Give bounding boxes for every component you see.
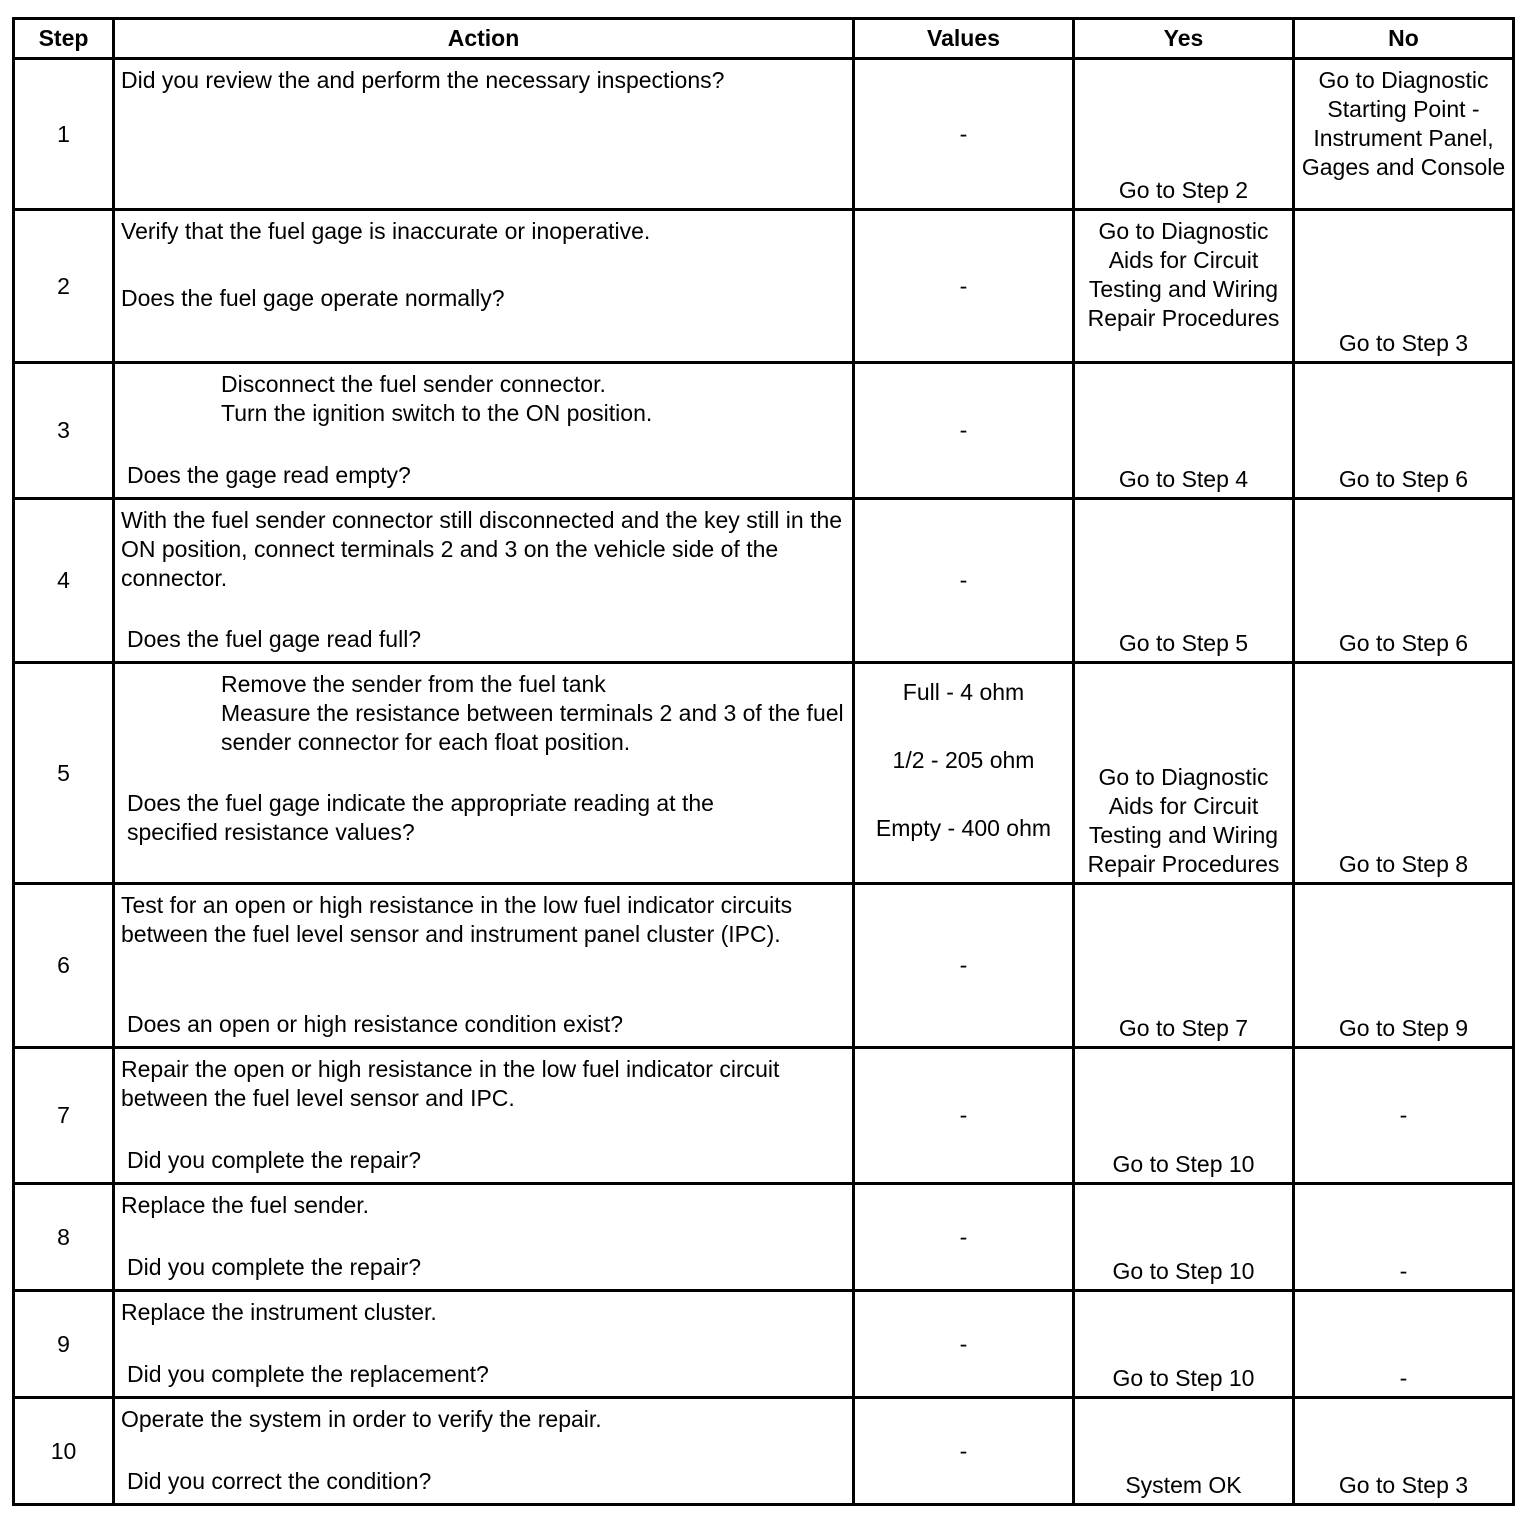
step-number: 9 bbox=[14, 1291, 114, 1398]
action-text: Turn the ignition switch to the ON position. bbox=[221, 400, 653, 426]
action-text: Test for an open or high resistance in the low fuel indicator circuits between the fuel level sensor and instrument panel cluster (IPC). bbox=[121, 892, 793, 947]
action-question: Did you correct the condition? bbox=[127, 1468, 432, 1494]
yes-cell: Go to Diagnostic Aids for Circuit Testing and Wiring Repair Procedures bbox=[1074, 210, 1294, 363]
yes-cell: Go to Step 7 bbox=[1074, 884, 1294, 1048]
action-cell bbox=[114, 1048, 854, 1184]
header-yes: Yes bbox=[1074, 19, 1294, 59]
value-empty: Empty - 400 ohm bbox=[875, 815, 1052, 841]
yes-cell: Go to Step 4 bbox=[1074, 363, 1294, 499]
step-number: 3 bbox=[14, 363, 114, 499]
action-cell bbox=[114, 1184, 854, 1291]
table-row bbox=[14, 1398, 1514, 1505]
step-number: 1 bbox=[14, 59, 114, 210]
action-cell bbox=[114, 1291, 854, 1398]
values-cell: - bbox=[854, 1398, 1074, 1505]
header-action: Action bbox=[114, 19, 854, 59]
action-cell bbox=[114, 884, 854, 1048]
values-cell: - bbox=[854, 59, 1074, 210]
table-row bbox=[14, 663, 1514, 884]
diagnostic-table bbox=[12, 17, 1515, 1506]
no-cell: Go to Diagnostic Starting Point - Instrument Panel, Gages and Console bbox=[1294, 59, 1514, 210]
action-text: Remove the sender from the fuel tank bbox=[221, 671, 606, 697]
action-question: Does the fuel gage read full? bbox=[127, 626, 422, 652]
table-row bbox=[14, 210, 1514, 363]
action-text: Verify that the fuel gage is inaccurate or inoperative. bbox=[121, 218, 651, 244]
values-cell: - bbox=[854, 499, 1074, 663]
action-question: Does the fuel gage operate normally? bbox=[121, 285, 505, 311]
values-cell: - bbox=[854, 210, 1074, 363]
table-row bbox=[14, 1048, 1514, 1184]
action-cell bbox=[114, 59, 854, 210]
values-cell: - bbox=[854, 363, 1074, 499]
table-row bbox=[14, 1291, 1514, 1398]
no-cell: - bbox=[1294, 1048, 1514, 1184]
step-number: 6 bbox=[14, 884, 114, 1048]
values-cell: - bbox=[854, 884, 1074, 1048]
no-cell: - bbox=[1294, 1184, 1514, 1291]
yes-cell: Go to Step 2 bbox=[1074, 59, 1294, 210]
action-question: Did you complete the repair? bbox=[127, 1147, 422, 1173]
action-question: Did you complete the replacement? bbox=[127, 1361, 489, 1387]
action-cell bbox=[114, 210, 854, 363]
no-cell: Go to Step 8 bbox=[1294, 663, 1514, 884]
action-cell bbox=[114, 363, 854, 499]
no-cell: - bbox=[1294, 1291, 1514, 1398]
yes-cell: System OK bbox=[1074, 1398, 1294, 1505]
yes-cell: Go to Step 5 bbox=[1074, 499, 1294, 663]
action-question: Does the fuel gage indicate the appropriate reading at the specified resistance values? bbox=[127, 790, 714, 845]
action-text: Repair the open or high resistance in the low fuel indicator circuit between the fuel level sensor and IPC. bbox=[121, 1056, 780, 1111]
no-cell: Go to Step 6 bbox=[1294, 499, 1514, 663]
action-cell bbox=[114, 663, 854, 884]
table-row bbox=[14, 1184, 1514, 1291]
action-question: Does an open or high resistance condition exist? bbox=[127, 1011, 624, 1037]
values-cell: - bbox=[854, 1048, 1074, 1184]
step-number: 10 bbox=[14, 1398, 114, 1505]
no-cell: Go to Step 9 bbox=[1294, 884, 1514, 1048]
value-full: Full - 4 ohm bbox=[902, 679, 1025, 705]
step-number: 4 bbox=[14, 499, 114, 663]
header-no: No bbox=[1294, 19, 1514, 59]
value-half: 1/2 - 205 ohm bbox=[892, 747, 1035, 773]
step-number: 8 bbox=[14, 1184, 114, 1291]
yes-cell: Go to Diagnostic Aids for Circuit Testing and Wiring Repair Procedures bbox=[1074, 663, 1294, 884]
values-cell bbox=[854, 663, 1074, 884]
action-text: Operate the system in order to verify the repair. bbox=[121, 1406, 602, 1432]
header-row bbox=[14, 19, 1514, 59]
action-cell bbox=[114, 1398, 854, 1505]
yes-cell: Go to Step 10 bbox=[1074, 1184, 1294, 1291]
action-question: Did you complete the repair? bbox=[127, 1254, 422, 1280]
step-number: 2 bbox=[14, 210, 114, 363]
step-number: 5 bbox=[14, 663, 114, 884]
action-text: Replace the fuel sender. bbox=[121, 1192, 370, 1218]
yes-cell: Go to Step 10 bbox=[1074, 1048, 1294, 1184]
no-cell: Go to Step 3 bbox=[1294, 210, 1514, 363]
action-question: Does the gage read empty? bbox=[127, 462, 411, 488]
action-text: Disconnect the fuel sender connector. bbox=[221, 371, 606, 397]
no-cell: Go to Step 3 bbox=[1294, 1398, 1514, 1505]
step-number: 7 bbox=[14, 1048, 114, 1184]
header-step: Step bbox=[14, 19, 114, 59]
no-cell: Go to Step 6 bbox=[1294, 363, 1514, 499]
table-row bbox=[14, 59, 1514, 210]
values-cell: - bbox=[854, 1291, 1074, 1398]
action-text: Measure the resistance between terminals 2 and 3 of the fuel sender connector for each float position. bbox=[221, 700, 844, 755]
action-text: Did you review the and perform the necessary inspections? bbox=[121, 67, 725, 93]
action-cell bbox=[114, 499, 854, 663]
values-cell: - bbox=[854, 1184, 1074, 1291]
action-text: With the fuel sender connector still disconnected and the key still in the ON position, connect terminals 2 and 3 on the vehicle side of the connector. bbox=[121, 507, 843, 591]
table-row bbox=[14, 499, 1514, 663]
table-row bbox=[14, 884, 1514, 1048]
action-text: Replace the instrument cluster. bbox=[121, 1299, 437, 1325]
header-values: Values bbox=[854, 19, 1074, 59]
table-row bbox=[14, 363, 1514, 499]
yes-cell: Go to Step 10 bbox=[1074, 1291, 1294, 1398]
